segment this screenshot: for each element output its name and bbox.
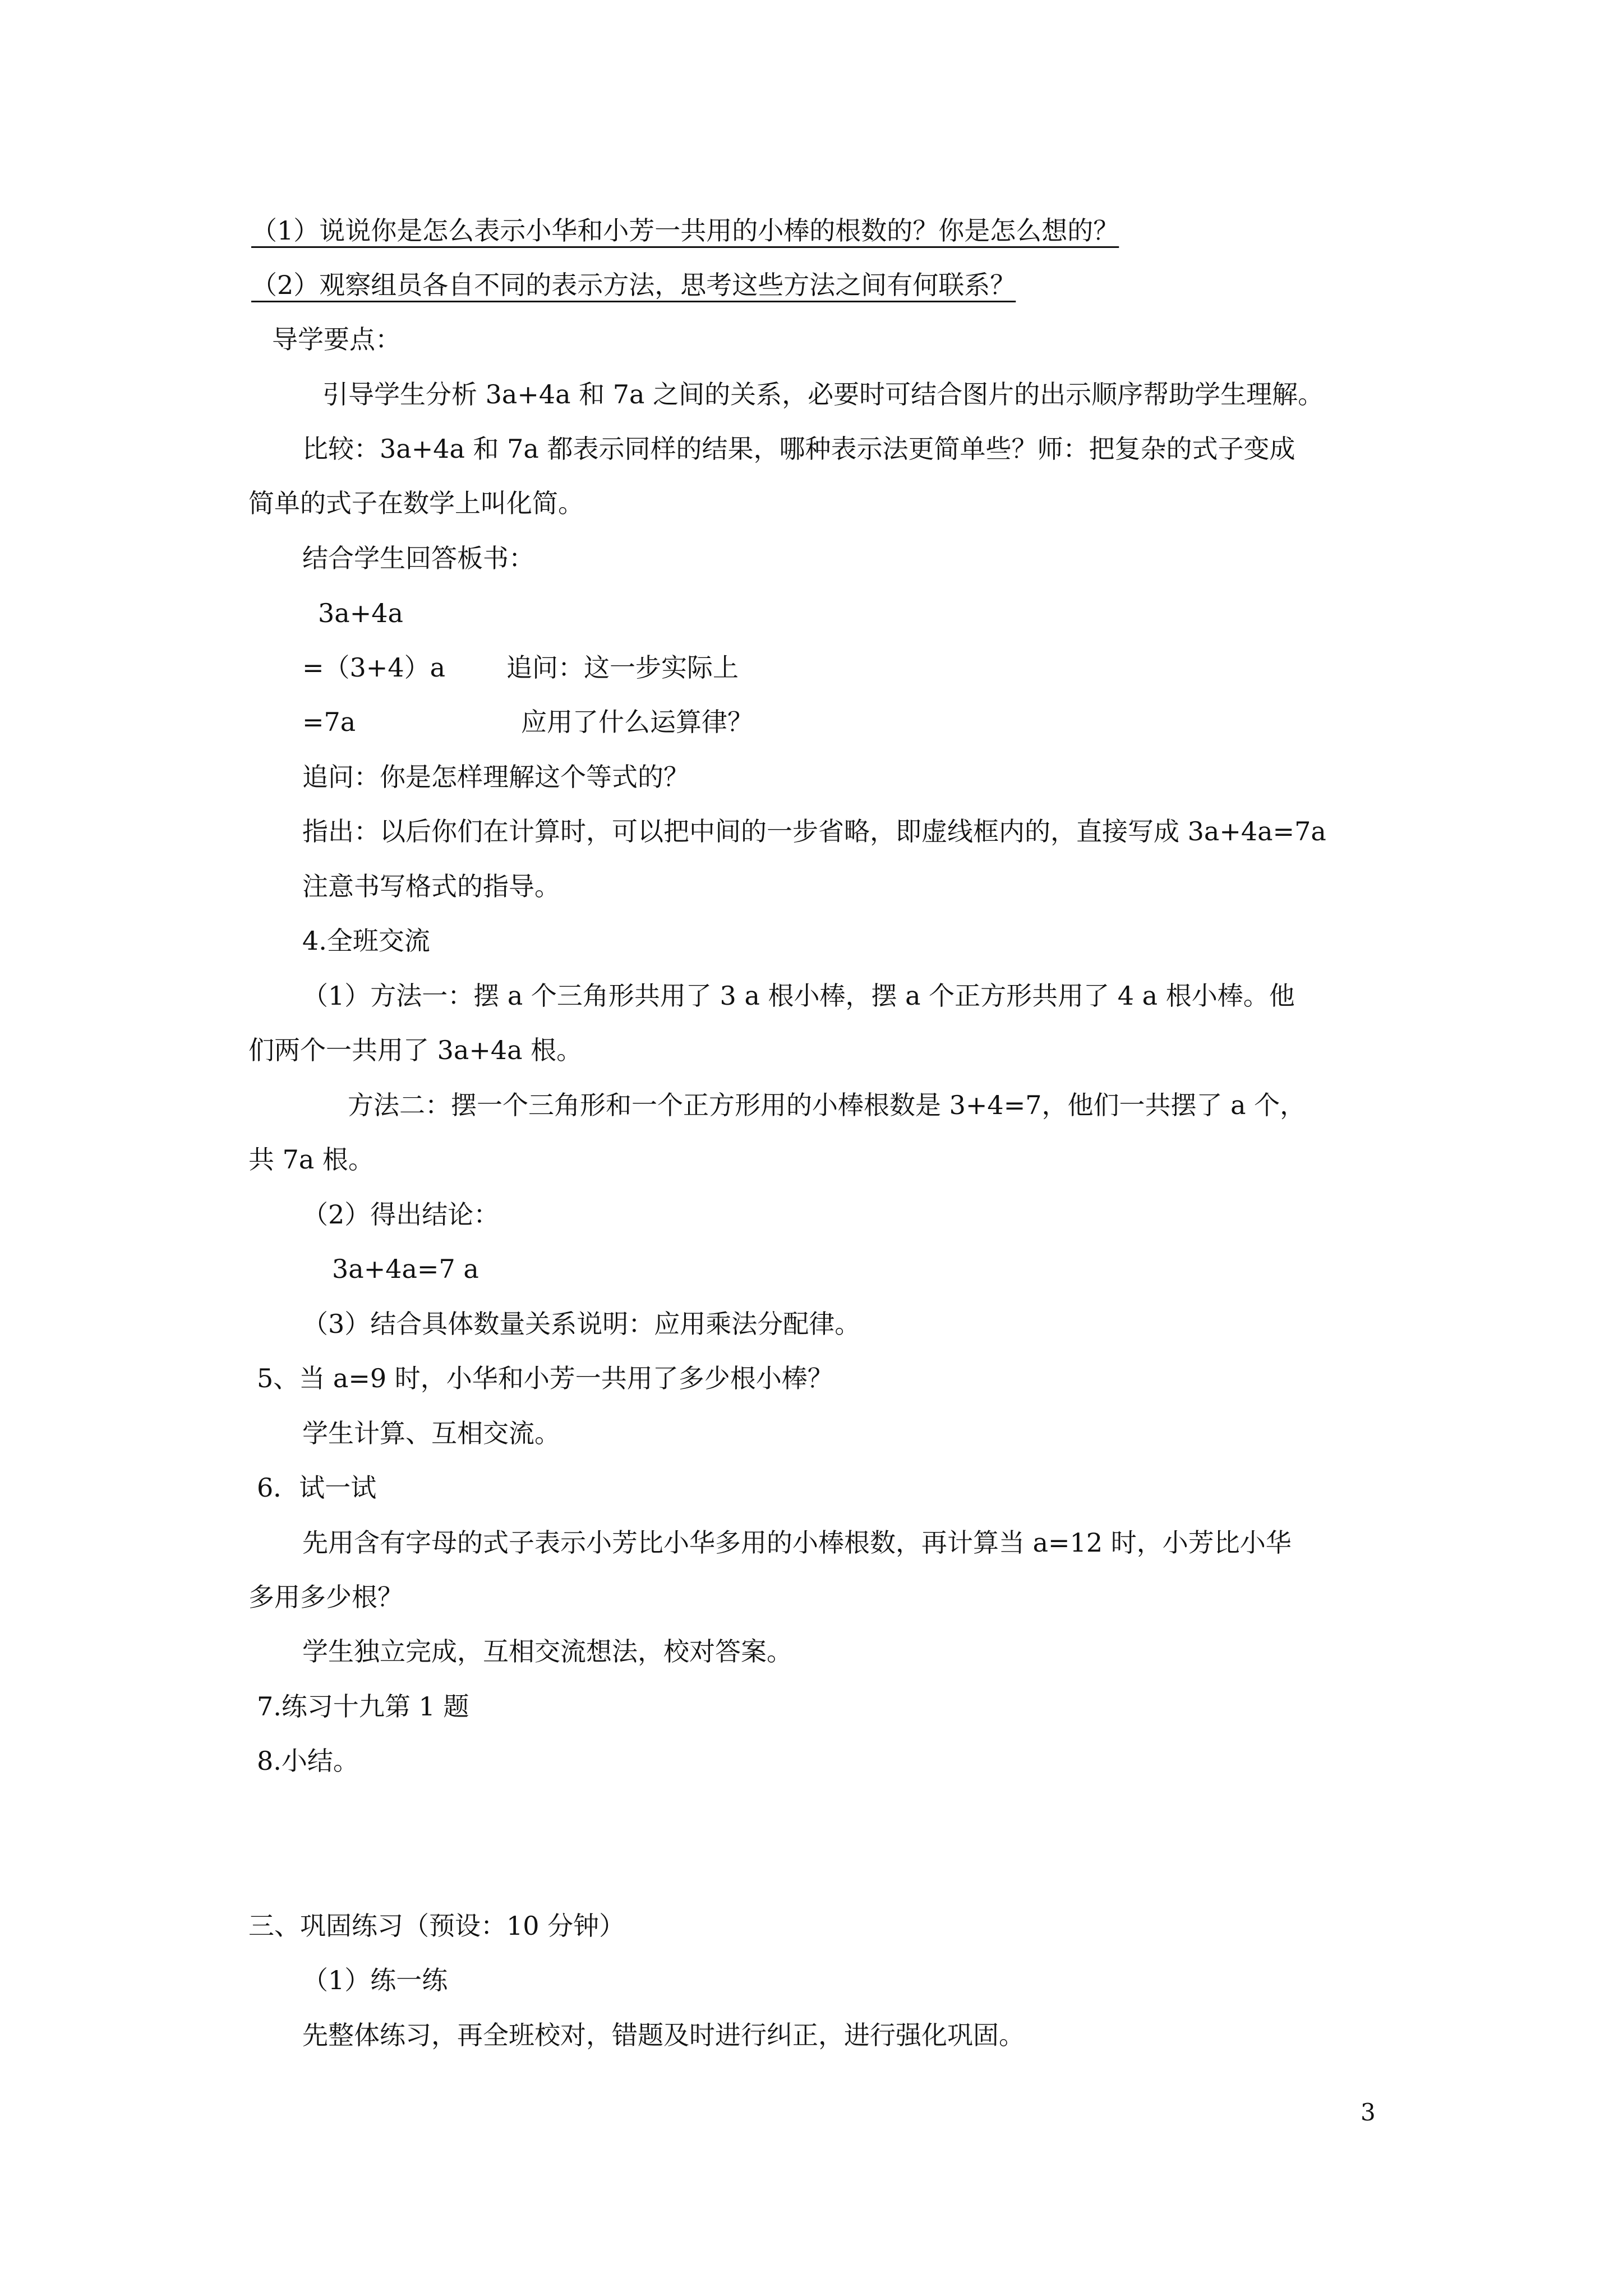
section-5-activity: 学生计算、互相交流。 [302,1418,560,1448]
section-6-line-2: 多用多少根？ [248,1582,403,1612]
question-1: （1）说说你是怎么表示小华和小芳一共用的小棒的根数的？你是怎么想的？ [251,215,1119,246]
board-title: 结合学生回答板书： [302,543,534,573]
section-6-heading: 6．试一试 [257,1473,377,1503]
compare-line-2: 简单的式子在数学上叫化简。 [248,488,584,518]
follow-up-question: 追问：你是怎样理解这个等式的？ [302,762,689,792]
equation-line-1: 3a+4a [318,598,403,628]
equation-line-2: =（3+4）a [302,652,446,683]
question-2: （2）观察组员各自不同的表示方法，思考这些方法之间有何联系？ [251,270,1016,300]
method-2-line-1: 方法二：摆一个三角形和一个正方形用的小棒根数是 3+4=7，他们一共摆了 a 个， [348,1090,1306,1120]
method-1-line-1: （1）方法一：摆 a 个三角形共用了 3 a 根小棒，摆 a 个正方形共用了 4 a 根小棒。他 [302,981,1295,1011]
section-8-heading: 8.小结。 [257,1746,359,1776]
section-6-line-1: 先用含有字母的式子表示小芳比小华多用的小棒根数，再计算当 a=12 时，小芳比小华 [302,1527,1292,1558]
practice-heading: （1）练一练 [302,1965,448,1995]
method-1-line-2: 们两个一共用了 3a+4a 根。 [248,1035,583,1065]
conclusion-explanation: （3）结合具体数量关系说明：应用乘法分配律。 [302,1309,861,1339]
section-5-question: 5、当 a=9 时，小华和小芳一共用了多少根小棒？ [257,1363,833,1393]
section-7-heading: 7.练习十九第 1 题 [257,1691,469,1722]
guide-title: 导学要点： [272,324,401,355]
instruction-line-2: 注意书写格式的指导。 [302,871,560,901]
section-4-heading: 4.全班交流 [302,926,430,956]
conclusion-equation: 3a+4a=7 a [332,1254,479,1284]
instruction-line-1: 指出：以后你们在计算时，可以把中间的一步省略，即虚线框内的，直接写成 3a+4a=7a [302,816,1326,846]
equation-note-2: 应用了什么运算律？ [521,707,753,737]
guide-point: 引导学生分析 3a+4a 和 7a 之间的关系，必要时可结合图片的出示顺序帮助学生理解。 [322,379,1324,409]
conclusion-heading: （2）得出结论： [302,1199,500,1230]
practice-description: 先整体练习，再全班校对，错题及时进行纠正，进行强化巩固。 [302,2020,1025,2050]
part-3-heading: 三、巩固练习（预设：10 分钟） [248,1911,625,1941]
equation-line-3: =7a [302,707,356,737]
section-6-activity: 学生独立完成，互相交流想法，校对答案。 [302,1636,792,1667]
compare-line-1: 比较：3a+4a 和 7a 都表示同样的结果，哪种表示法更简单些？师：把复杂的式子变成 [302,434,1295,464]
equation-note-1: 追问：这一步实际上 [506,652,739,683]
page-number: 3 [1361,2099,1376,2126]
method-2-line-2: 共 7a 根。 [248,1144,374,1175]
